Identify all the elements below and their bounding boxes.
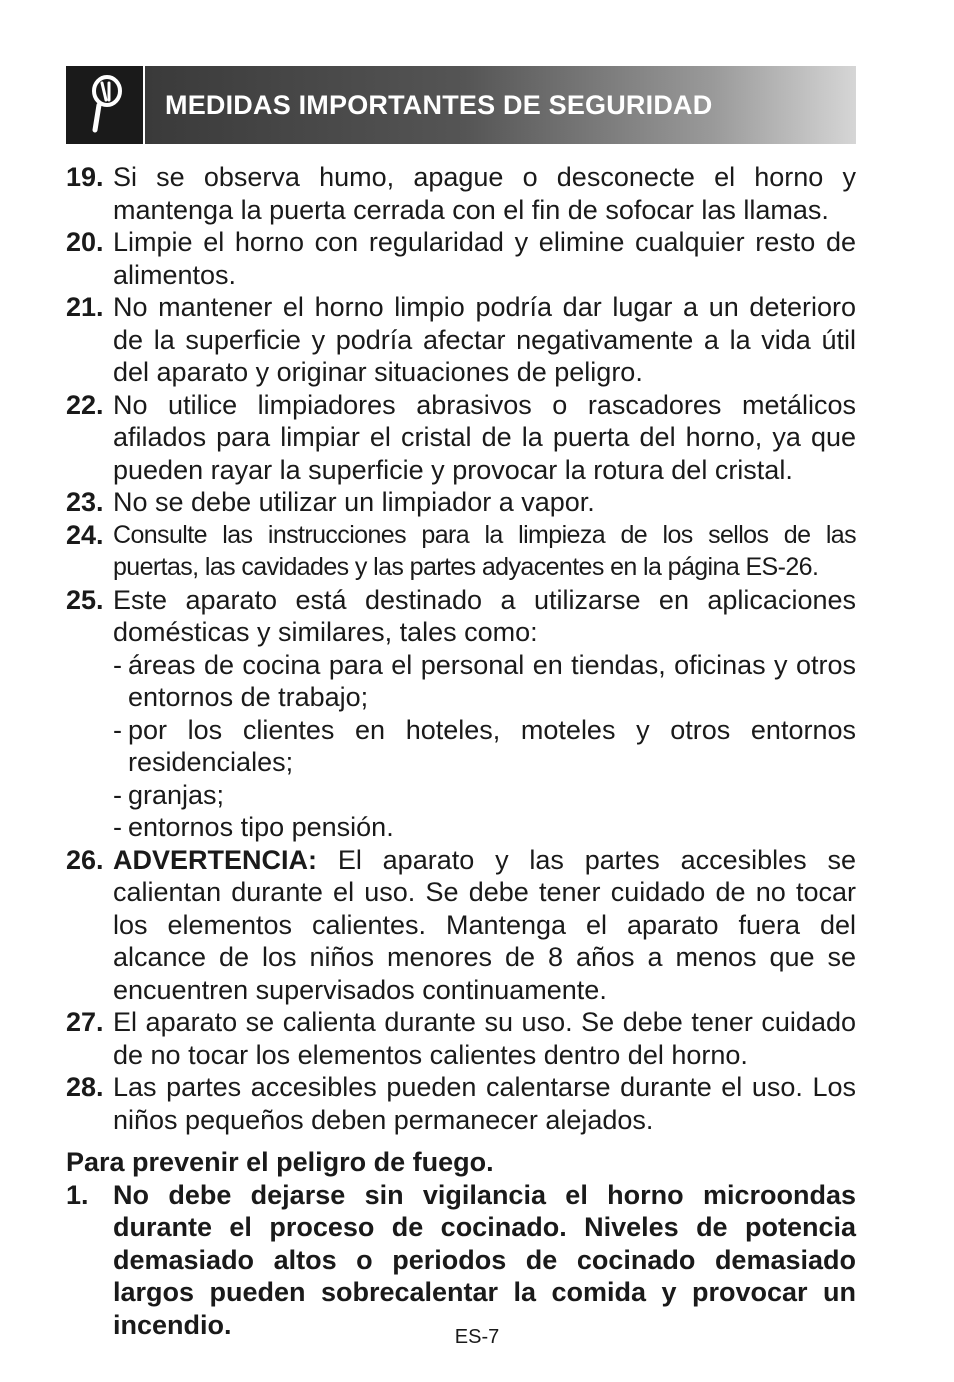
sub-item: - granjas; <box>113 779 225 810</box>
warning-label: ADVERTENCIA: <box>113 844 318 875</box>
list-item-27 <box>66 1006 856 1071</box>
item-text: Las partes accesibles pueden calentarse durante el uso. Los niños pequeños deben permanecer alejados. <box>113 1072 856 1135</box>
sub-item: - entornos tipo pensión. <box>113 812 394 842</box>
item-number: 23. <box>66 487 104 517</box>
section-header <box>66 66 856 144</box>
item-text: Consulte las instrucciones para la limpieza de los sellos de las puertas, las cavidades y las partes adyacentes en la página ES-26. <box>113 520 856 581</box>
item-number: 25. <box>66 584 104 615</box>
item-number: 27. <box>66 1007 104 1037</box>
fire-list-item-1 <box>66 1179 856 1342</box>
list-item-24 <box>66 519 856 584</box>
item-text: No mantener el horno limpio podría dar lugar a un deterioro de la superficie y podría afectar negativamente a la vida útil del aparato y originar situaciones de peligro. <box>113 292 856 387</box>
caution-icon-box <box>66 66 143 144</box>
caution-exclamation-icon <box>85 74 125 136</box>
item-number: 1. <box>66 1179 89 1210</box>
list-item-28 <box>66 1071 856 1136</box>
item-text: No se debe utilizar un limpiador a vapor. <box>113 487 595 517</box>
item-text: No debe dejarse sin vigilancia el horno microondas durante el proceso de cocinado. Niveles de potencia demasiado altos o periodos de cocinado demasiado largos pueden sobrecalentar la comida y provocar un incendio. <box>113 1179 856 1340</box>
list-item-26 <box>66 844 856 1007</box>
item-text: Limpie el horno con regularidad y elimine cualquier resto de alimentos. <box>113 227 856 290</box>
list-item-20 <box>66 226 856 291</box>
header-bar <box>145 66 856 144</box>
sub-item-text: áreas de cocina para el personal en tiendas, oficinas y otros entornos de trabajo; <box>128 649 856 712</box>
item-number: 19. <box>66 162 104 192</box>
safety-content <box>66 161 856 1341</box>
item-text: El aparato y las partes accesibles se calientan durante el uso. Se debe tener cuidado de no tocar los elementos calientes. Mantenga el aparato fuera del alcance de los niños menores de 8 años a menos que se encuentren supervisados continuamente. <box>113 844 856 1005</box>
item-number: 28. <box>66 1072 104 1102</box>
list-item-21 <box>66 291 856 389</box>
sub-item-text: granjas; <box>128 779 225 810</box>
fire-section-title: Para prevenir el peligro de fuego. <box>66 1147 494 1177</box>
item-text: Si se observa humo, apague o desconecte el horno y mantenga la puerta cerrada con el fin de sofocar las llamas. <box>113 162 856 225</box>
item-number: 21. <box>66 292 104 322</box>
item-number: 20. <box>66 227 104 257</box>
list-item-25 <box>66 584 856 844</box>
page-title: MEDIDAS IMPORTANTES DE SEGURIDAD <box>165 89 713 120</box>
sub-item: - por los clientes en hoteles, moteles y otros entornos residenciales; <box>113 714 856 777</box>
list-item-19 <box>66 161 856 226</box>
item-number: 24. <box>66 519 104 550</box>
item-number: 22. <box>66 389 104 420</box>
item-number: 26. <box>66 844 104 875</box>
sub-item-text: por los clientes en hoteles, moteles y otros entornos residenciales; <box>128 714 856 777</box>
item-text: Este aparato está destinado a utilizarse en aplicaciones domésticas y similares, tales como: <box>113 584 856 647</box>
sub-item: - áreas de cocina para el personal en tiendas, oficinas y otros entornos de trabajo; <box>113 649 856 712</box>
list-item-22 <box>66 389 856 487</box>
item-text: No utilice limpiadores abrasivos o rascadores metálicos afilados para limpiar el cristal de la puerta del horno, ya que pueden rayar la superficie y provocar la rotura del cristal. <box>113 389 856 485</box>
page-number: ES-7 <box>454 1326 500 1348</box>
list-item-23 <box>66 486 856 519</box>
sub-item-text: entornos tipo pensión. <box>128 812 394 842</box>
item-text: El aparato se calienta durante su uso. Se debe tener cuidado de no tocar los elementos calientes dentro del horno. <box>113 1007 856 1070</box>
